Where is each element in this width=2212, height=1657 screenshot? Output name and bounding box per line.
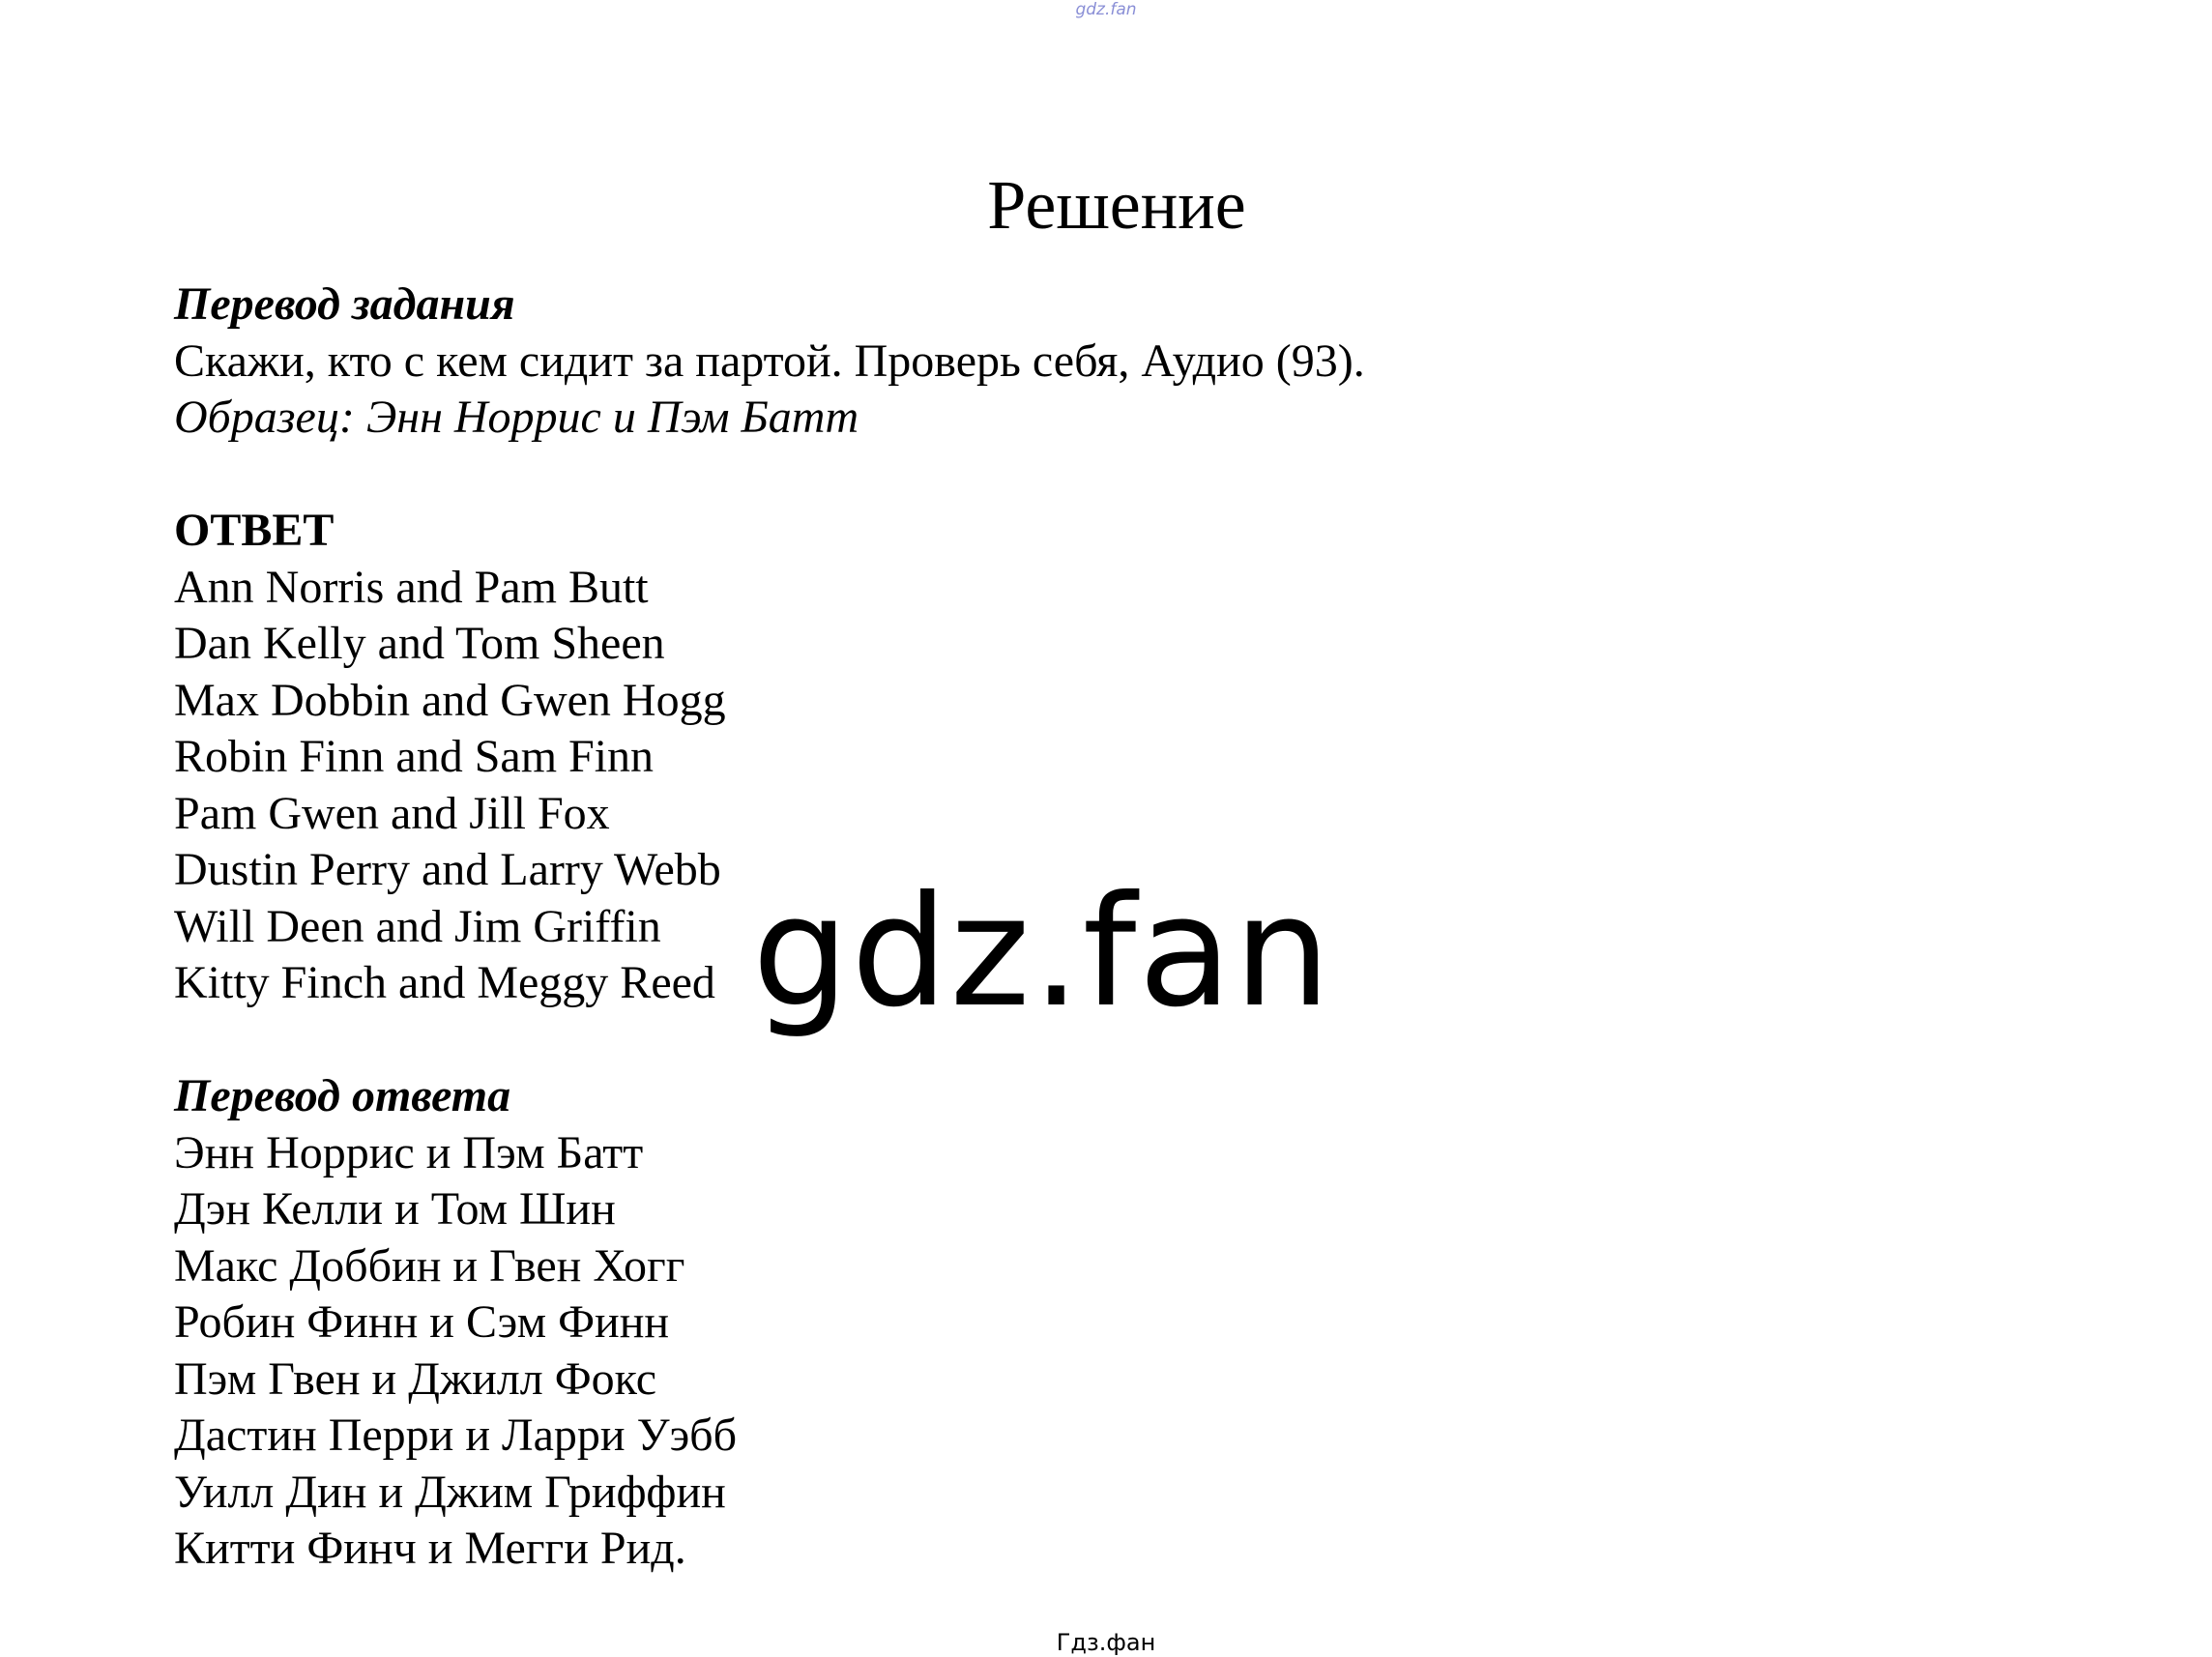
answer-item: Max Dobbin and Gwen Hogg bbox=[174, 674, 726, 726]
answer-item: Ann Norris and Pam Butt bbox=[174, 561, 649, 613]
answer-item: Will Deen and Jim Griffin bbox=[174, 900, 661, 952]
translation-item: Робин Финн и Сэм Финн bbox=[174, 1296, 670, 1348]
answer-item: Robin Finn and Sam Finn bbox=[174, 731, 655, 782]
task-example: Образец: Энн Норрис и Пэм Батт bbox=[174, 392, 859, 443]
translation-item: Макс Доббин и Гвен Хогг bbox=[174, 1239, 685, 1292]
page-footer: Гдз.фан bbox=[1056, 1629, 1156, 1656]
top-watermark: gdz.fan bbox=[1075, 0, 1137, 19]
translation-item: Дастин Перри и Ларри Уэбб bbox=[174, 1410, 738, 1461]
page-title: Решение bbox=[987, 166, 1246, 244]
translation-item: Уилл Дин и Джим Гриффин bbox=[174, 1466, 726, 1518]
translation-item: Энн Норрис и Пэм Батт bbox=[174, 1126, 644, 1178]
answer-heading: ОТВЕТ bbox=[174, 505, 335, 556]
answer-item: Dustin Perry and Larry Webb bbox=[174, 844, 721, 895]
answer-item: Dan Kelly and Tom Sheen bbox=[174, 618, 665, 669]
answer-item: Kitty Finch and Meggy Reed bbox=[174, 957, 715, 1008]
task-translation-heading: Перевод задания bbox=[174, 278, 515, 330]
answer-translation-heading: Перевод ответа bbox=[174, 1070, 511, 1121]
task-translation-text: Скажи, кто с кем сидит за партой. Проверь себя, Аудио (93). bbox=[174, 334, 1365, 387]
translation-item: Пэм Гвен и Джилл Фокс bbox=[174, 1352, 657, 1405]
answer-item: Pam Gwen and Jill Fox bbox=[174, 787, 610, 839]
center-watermark: gdz.fan bbox=[752, 863, 1333, 1041]
answer-translation-list bbox=[174, 1125, 2011, 1578]
translation-item: Дэн Келли и Том Шин bbox=[174, 1183, 616, 1235]
spacer bbox=[174, 447, 2011, 504]
translation-item: Китти Финч и Мегги Рид. bbox=[174, 1523, 686, 1574]
